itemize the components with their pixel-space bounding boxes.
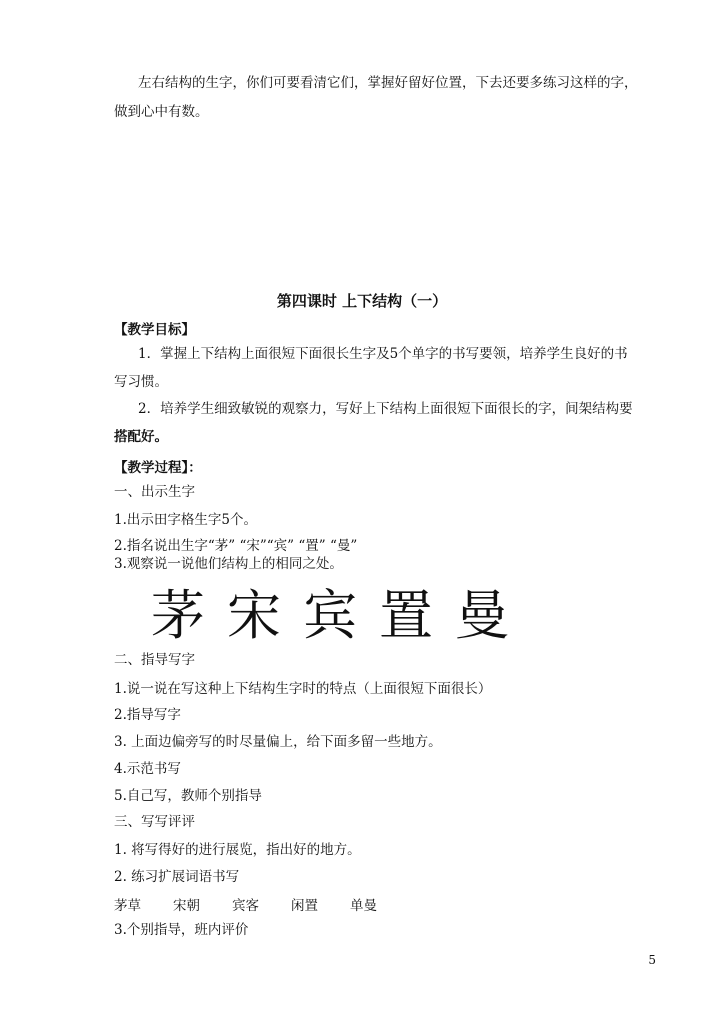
page-number: 5 (648, 953, 656, 967)
intro-line-1: 左右结构的生字，你们可要看清它们，掌握好留好位置，下去还要多练习这样的字， (138, 75, 638, 91)
intro-line-2: 做到心中有数。 (114, 104, 209, 120)
goal-1-line-2: 写习惯。 (114, 374, 168, 390)
section-3-heading: 三、写写评评 (114, 814, 195, 830)
section-1-item-1: 1.出示田字格生字5个。 (114, 512, 257, 528)
vocab-item: 单曼 (350, 898, 377, 914)
character-5: 曼 (455, 584, 509, 647)
section-1-heading: 一、出示生字 (114, 484, 195, 500)
vocab-item: 宋朝 (173, 898, 200, 914)
vocab-item: 闲置 (291, 898, 318, 914)
section-3-item-2: 2. 练习扩展词语书写 (114, 869, 240, 885)
lesson-title: 第四课时 上下结构（一） (276, 292, 448, 310)
character-4: 置 (379, 584, 433, 647)
section-2-item-5: 5.自己写，教师个别指导 (114, 788, 262, 804)
section-1-item-3: 3.观察说一说他们结构上的相同之处。 (114, 556, 343, 572)
section-3-item-3: 3.个别指导，班内评价 (114, 922, 249, 938)
character-3: 宾 (303, 584, 357, 647)
vocab-item: 宾客 (232, 898, 259, 914)
character-2: 宋 (227, 584, 281, 647)
section-1-item-2: 2.指名说出生字“茅” “宋”“宾” “置” “曼” (114, 538, 358, 554)
character-display (140, 584, 520, 648)
section-2-item-4: 4.示范书写 (114, 761, 181, 777)
goal-1-line-1: 1．掌握上下结构上面很短下面很长生字及5个单字的书写要领，培养学生良好的书 (138, 346, 628, 362)
process-heading: 【教学过程】： (114, 460, 202, 476)
goal-2-line-2: 搭配好。 (114, 429, 168, 445)
section-2-item-2: 2.指导写字 (114, 707, 181, 723)
character-1: 茅 (151, 584, 205, 647)
section-3-item-1: 1. 将写得好的进行展览，指出好的地方。 (114, 842, 361, 858)
section-2-item-1: 1.说一说在写这种上下结构生字时的特点（上面很短下面很长） (114, 681, 492, 697)
section-2-item-3: 3. 上面边偏旁写的时尽量偏上，给下面多留一些地方。 (114, 734, 442, 750)
section-2-heading: 二、指导写字 (114, 652, 195, 668)
goal-2-line-1: 2．培养学生细致敏锐的观察力，写好上下结构上面很短下面很长的字，间架结构要 (138, 401, 633, 417)
vocab-list (114, 894, 409, 914)
goals-heading: 【教学目标】 (114, 322, 195, 338)
vocab-item: 茅草 (114, 898, 141, 914)
